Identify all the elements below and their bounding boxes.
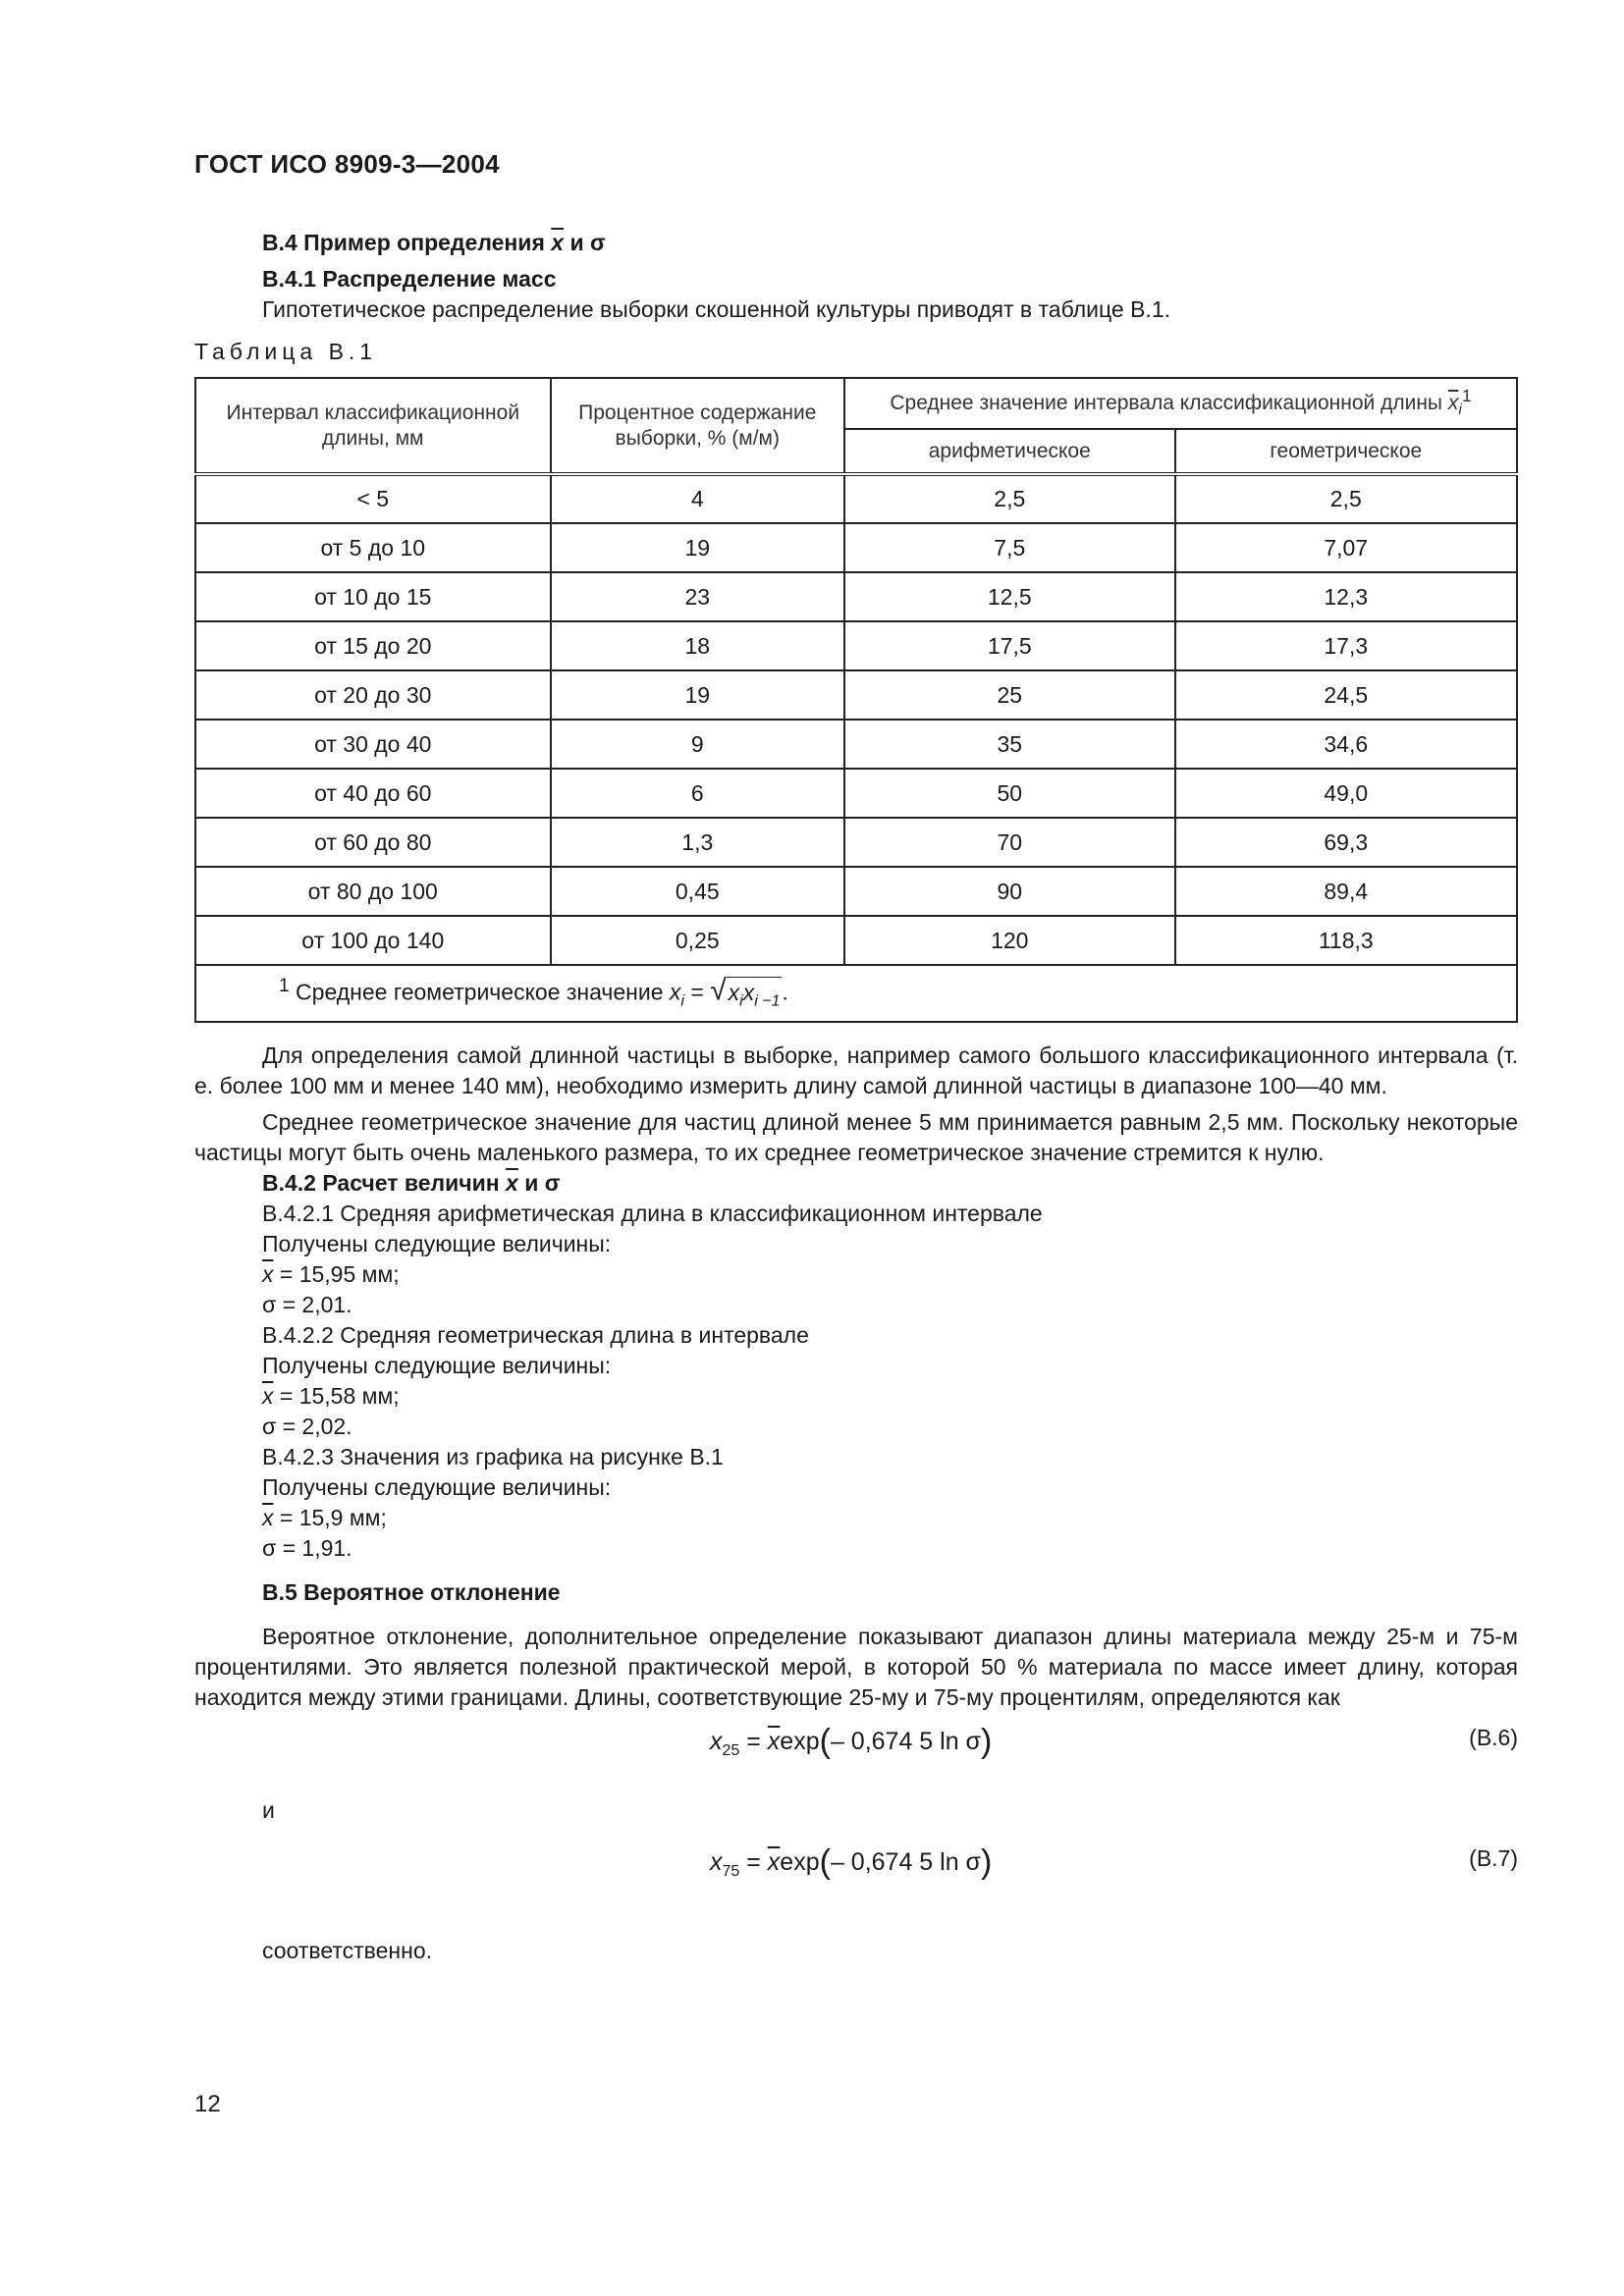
equation-number: (В.7) [1469,1845,1518,1871]
table-cell: 25 [844,670,1175,720]
table-cell: 50 [844,769,1175,818]
table-cell: 2,5 [844,474,1175,523]
col-header-arithmetic: арифметическое [844,429,1175,474]
table-cell: 49,0 [1175,769,1517,818]
table-cell: 118,3 [1175,916,1517,965]
table-row [195,769,1517,818]
col-header-percent: Процентное содержание выборки, % (м/м) [551,378,844,474]
table-cell: от 40 до 60 [195,769,551,818]
section-b41-intro: Гипотетическое распределение выборки скошенной культуры приводят в таблице В.1. [262,296,1171,322]
table-b1 [194,377,1518,1023]
table-cell: 19 [551,523,844,572]
values-intro: Получены следующие величины: [262,1353,612,1378]
sqrt-argument: $x_ix_{i -1}$ [727,977,783,1017]
table-cell: 12,5 [844,572,1175,621]
sigma-symbol: σ [544,1170,561,1196]
table-cell: 34,6 [1175,720,1517,769]
table-row [195,916,1517,965]
values-intro: Получены следующие величины: [262,1474,612,1500]
table-cell: 89,4 [1175,867,1517,916]
table-cell: от 5 до 10 [195,523,551,572]
table-cell: от 30 до 40 [195,720,551,769]
table-cell: 90 [844,867,1175,916]
table-cell: от 60 до 80 [195,818,551,867]
table-caption: Таблица В.1 [194,339,378,364]
values-intro: Получены следующие величины: [262,1231,612,1256]
table-cell: 17,5 [844,621,1175,670]
sqrt-icon: √ [710,974,727,1007]
subsection-b422-title: В.4.2.2 Средняя геометрическая длина в интервале [262,1322,809,1348]
section-b4-title: В.4 Пример определения $\overline{x}$ и σ [262,230,606,255]
table-cell: 12,3 [1175,572,1517,621]
table-cell: 9 [551,720,844,769]
value-sigma: σ = 2,02. [262,1414,352,1439]
page-number: 12 [194,2091,221,2117]
formula-b7: $x_{75} = \overline{x}\exp(-$ 0,674 5 ln σ) (В.7) [710,1843,1518,1881]
x-bar-symbol: $\overline{x}$ [551,230,565,255]
table-cell: 2,5 [1175,474,1517,523]
value-x-mean: $\overline{x} = 15,58$ мм; [262,1383,400,1409]
table-cell: 6 [551,769,844,818]
table-cell: 1,3 [551,818,844,867]
table-cell: от 80 до 100 [195,867,551,916]
table-cell: 35 [844,720,1175,769]
col-header-geometric: геометрическое [1175,429,1517,474]
equation-number: (В.6) [1469,1725,1518,1750]
subsection-b423-title: В.4.2.3 Значения из графика на рисунке В.1 [262,1444,724,1469]
paragraph-longest-particle: Для определения самой длинной частицы в выборке, например самого большого классификационного интервала (т. е. более 100 мм и менее 140 мм), необходимо измерить длину самой длинной частицы в диапазоне 100—40 мм. [194,1042,1518,1098]
table-cell: 70 [844,818,1175,867]
table-cell: 17,3 [1175,621,1517,670]
table-body [195,474,1517,965]
table-cell: 0,25 [551,916,844,965]
conjunction: и [262,1797,275,1823]
value-x-mean: $\overline{x} = 15,9$ мм; [262,1505,387,1530]
table-row [195,670,1517,720]
section-b41-title: В.4.1 Распределение масс [262,266,557,292]
table-row [195,474,1517,523]
table-row [195,867,1517,916]
col-header-mean: Среднее значение интервала классификационной длины $\overline{x}_i^1$ [844,378,1517,429]
formula-b6: $x_{25} = \overline{x}\exp(-$ 0,674 5 ln σ) (В.6) [710,1723,1518,1760]
table-cell: от 10 до 15 [195,572,551,621]
table-cell: от 20 до 30 [195,670,551,720]
value-x-mean: $\overline{x} = 15,95$ мм; [262,1261,400,1287]
col-header-interval: Интервал классификационной длины, мм [195,378,551,474]
table-cell: 69,3 [1175,818,1517,867]
x-bar-symbol: $\overline{x}$ [506,1170,518,1196]
table-cell: от 15 до 20 [195,621,551,670]
sigma-symbol: σ [589,230,606,255]
table-cell: 18 [551,621,844,670]
table-cell: 0,45 [551,867,844,916]
subsection-b421-title: В.4.2.1 Средняя арифметическая длина в классификационном интервале [262,1201,1043,1226]
section-b42-title: В.4.2 Расчет величин $\overline{x}$ и σ [262,1170,561,1196]
table-row [195,572,1517,621]
table-cell: от 100 до 140 [195,916,551,965]
value-sigma: σ = 2,01. [262,1292,352,1317]
document-header: ГОСТ ИСО 8909-3—2004 [194,149,500,179]
table-row [195,720,1517,769]
table-cell: 7,07 [1175,523,1517,572]
table-row [195,523,1517,572]
section-b5-title: В.5 Вероятное отклонение [262,1579,561,1605]
table-cell: 120 [844,916,1175,965]
table-cell: 7,5 [844,523,1175,572]
value-sigma: σ = 1,91. [262,1535,352,1561]
table-cell: 19 [551,670,844,720]
table-cell: < 5 [195,474,551,523]
table-row [195,621,1517,670]
paragraph-probable-deviation: Вероятное отклонение, дополнительное определение показывают диапазон длины материала между 25-м и 75-м процентилями. Это является полезной практической мерой, в которой 50 % материала по массе имеет длину, которая находится между этими границами. Длины, соответствующие 25-му и 75-му процентилям, определяются как [194,1624,1518,1710]
paragraph-geometric-mean: Среднее геометрическое значение для частиц длиной менее 5 мм принимается равным 2,5 мм. Поскольку некоторые частицы могут быть очень маленького размера, то их среднее геометрическое значение стремится к нулю. [194,1109,1518,1165]
table-cell: 23 [551,572,844,621]
respectively-text: соответственно. [262,1938,433,1963]
page-content [194,228,1518,1966]
table-cell: 24,5 [1175,670,1517,720]
table-cell: 4 [551,474,844,523]
table-footnote: $^1$ Среднее геометрическое значение $x_i = √x_ix_{i -1}$. [195,965,1517,1022]
table-row [195,818,1517,867]
